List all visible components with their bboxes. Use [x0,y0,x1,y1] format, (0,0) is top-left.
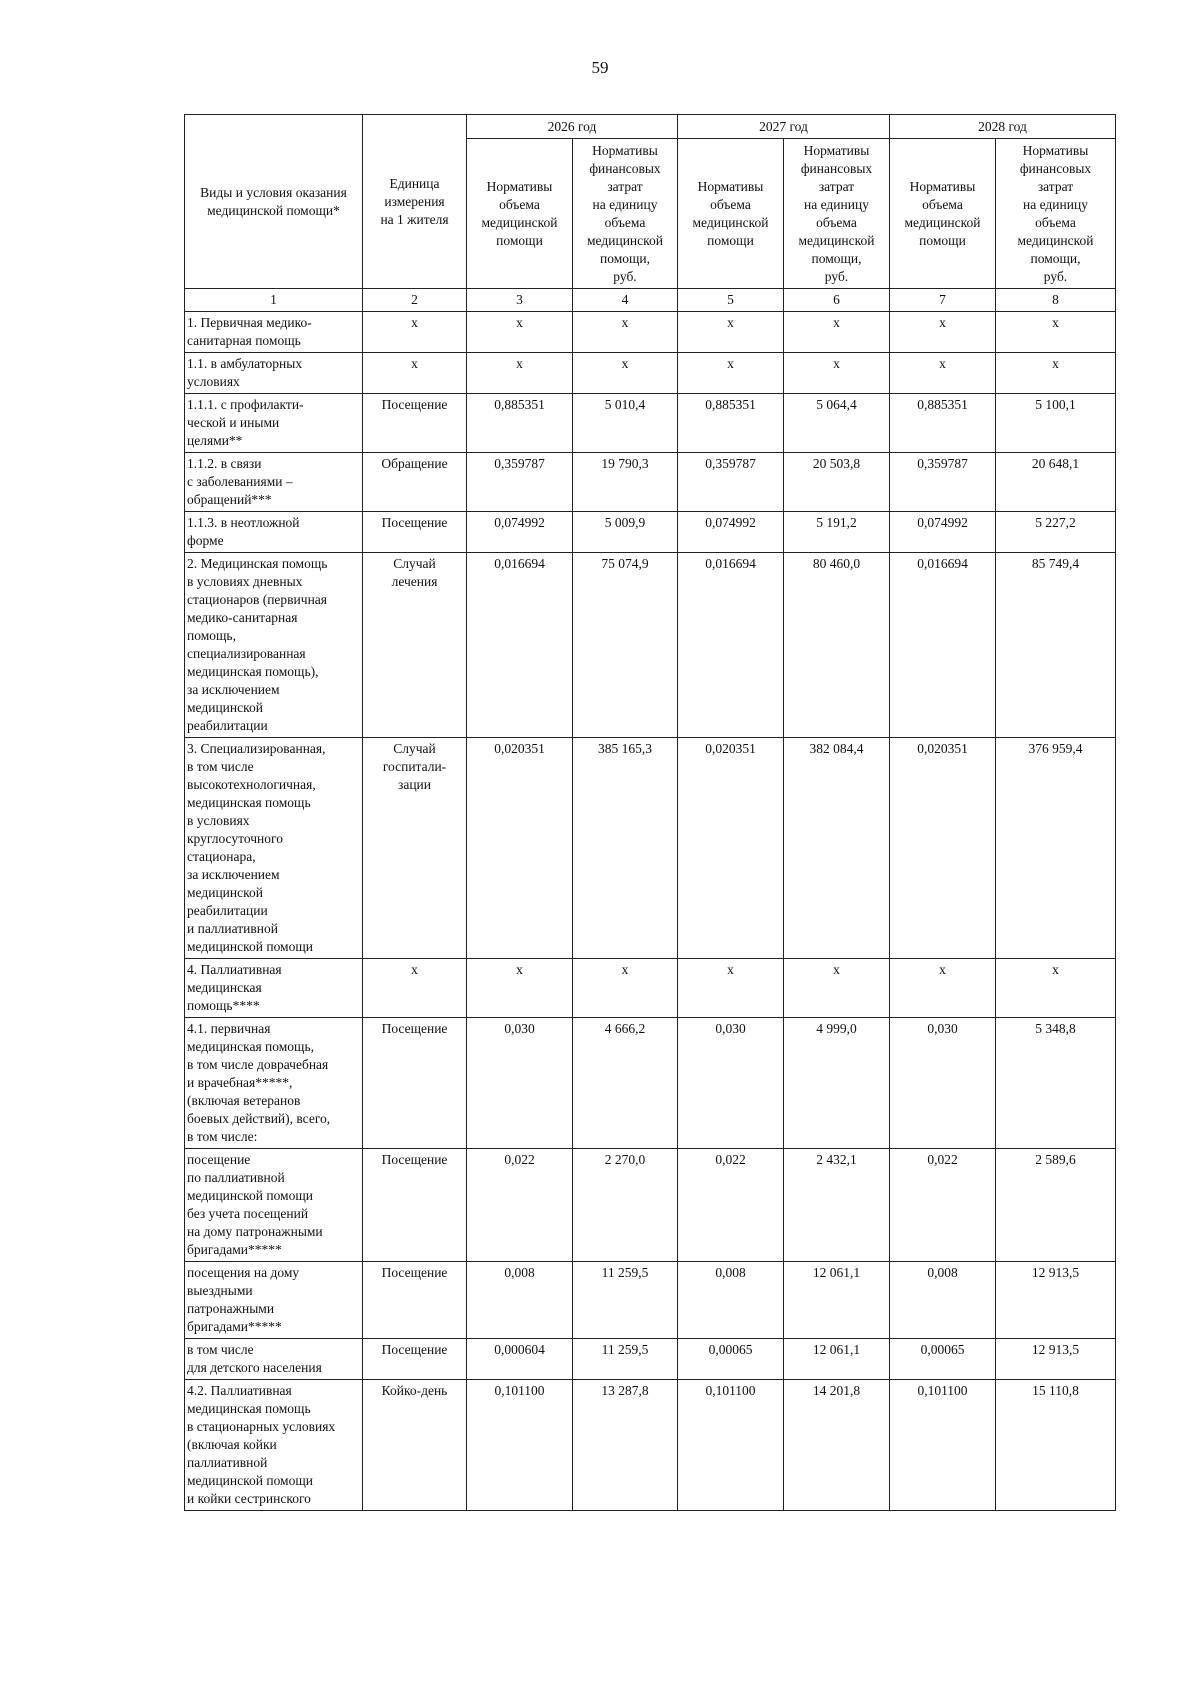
row-value: 0,030 [890,1018,996,1149]
header-volume-2028: Нормативы объема медицинской помощи [890,139,996,289]
row-name: 1. Первичная медико- санитарная помощь [185,312,363,353]
row-unit: Случай госпитали- зации [363,738,467,959]
row-value: 80 460,0 [784,553,890,738]
row-name: 4.1. первичная медицинская помощь, в том числе доврачебная и врачебная*****, (включая ветеранов боевых действий), всего, в том числе: [185,1018,363,1149]
row-value: 0,00065 [678,1339,784,1380]
row-value: 20 648,1 [996,453,1116,512]
row-value: 0,885351 [467,394,573,453]
row-value: 4 999,0 [784,1018,890,1149]
row-unit: Посещение [363,512,467,553]
row-value: х [890,312,996,353]
page-number: 59 [591,58,609,77]
row-unit: Посещение [363,1149,467,1262]
row-value: 0,022 [467,1149,573,1262]
table-row [185,1262,1116,1339]
row-unit: Случай лечения [363,553,467,738]
column-number: 3 [467,289,573,312]
table-row [185,959,1116,1018]
row-name: 4. Паллиативная медицинская помощь**** [185,959,363,1018]
row-value: 85 749,4 [996,553,1116,738]
header-year-2028: 2028 год [890,115,1116,139]
row-value: х [678,959,784,1018]
norms-table [184,114,1116,1511]
row-value: 0,022 [890,1149,996,1262]
table-row [185,312,1116,353]
row-value: х [678,353,784,394]
table-row [185,512,1116,553]
row-value: х [890,353,996,394]
row-value: 5 009,9 [573,512,678,553]
row-unit: Посещение [363,1262,467,1339]
row-value: 5 227,2 [996,512,1116,553]
table-row [185,394,1116,453]
row-value: 2 270,0 [573,1149,678,1262]
row-value: 382 084,4 [784,738,890,959]
column-number: 2 [363,289,467,312]
row-unit: Посещение [363,394,467,453]
row-value: 0,016694 [467,553,573,738]
row-unit: Койко-день [363,1380,467,1511]
header-year-2027: 2027 год [678,115,890,139]
row-value: 0,030 [467,1018,573,1149]
row-value: 0,030 [678,1018,784,1149]
row-value: х [573,959,678,1018]
row-value: х [678,312,784,353]
header-kind: Виды и условия оказания медицинской помощи* [185,115,363,289]
row-value: х [784,353,890,394]
column-number: 5 [678,289,784,312]
table-row [185,1380,1116,1511]
row-value: х [467,312,573,353]
header-unit: Единица измерения на 1 жителя [363,115,467,289]
header-volume-2027: Нормативы объема медицинской помощи [678,139,784,289]
row-value: х [996,312,1116,353]
row-name: посещение по паллиативной медицинской помощи без учета посещений на дому патронажными бригадами***** [185,1149,363,1262]
row-value: 0,101100 [890,1380,996,1511]
row-value: 0,074992 [890,512,996,553]
row-value: 5 064,4 [784,394,890,453]
row-value: 385 165,3 [573,738,678,959]
row-value: 0,016694 [678,553,784,738]
row-value: 0,885351 [890,394,996,453]
row-value: 14 201,8 [784,1380,890,1511]
row-name: посещения на дому выездными патронажными бригадами***** [185,1262,363,1339]
header-cost-2028: Нормативы финансовых затрат на единицу объема медицинской помощи, руб. [996,139,1116,289]
column-number: 6 [784,289,890,312]
row-value: 12 061,1 [784,1262,890,1339]
row-value: 5 348,8 [996,1018,1116,1149]
row-name: в том числе для детского населения [185,1339,363,1380]
row-name: 1.1.2. в связи с заболеваниями – обращений*** [185,453,363,512]
row-value: х [573,312,678,353]
row-value: 0,074992 [678,512,784,553]
row-value: 5 010,4 [573,394,678,453]
row-name: 1.1.3. в неотложной форме [185,512,363,553]
row-value: 13 287,8 [573,1380,678,1511]
row-value: 0,359787 [678,453,784,512]
column-number: 8 [996,289,1116,312]
column-number: 1 [185,289,363,312]
row-value: х [784,959,890,1018]
table-row [185,1339,1116,1380]
row-value: 20 503,8 [784,453,890,512]
column-numbers-row [185,289,1116,312]
table-row [185,553,1116,738]
row-value: х [573,353,678,394]
row-unit: Обращение [363,453,467,512]
table-row [185,738,1116,959]
table-row [185,353,1116,394]
row-value: 15 110,8 [996,1380,1116,1511]
row-value: х [890,959,996,1018]
row-value: 12 061,1 [784,1339,890,1380]
row-value: 0,020351 [890,738,996,959]
header-volume-2026: Нормативы объема медицинской помощи [467,139,573,289]
row-value: 0,022 [678,1149,784,1262]
row-value: 0,074992 [467,512,573,553]
row-unit: х [363,959,467,1018]
row-unit: х [363,353,467,394]
row-value: 0,885351 [678,394,784,453]
row-value: 75 074,9 [573,553,678,738]
row-value: 0,020351 [467,738,573,959]
row-value: 2 589,6 [996,1149,1116,1262]
row-value: 11 259,5 [573,1339,678,1380]
row-value: 0,00065 [890,1339,996,1380]
row-value: 0,101100 [467,1380,573,1511]
row-value: 0,020351 [678,738,784,959]
row-value: 12 913,5 [996,1262,1116,1339]
row-value: 2 432,1 [784,1149,890,1262]
row-value: 0,016694 [890,553,996,738]
row-value: х [467,959,573,1018]
table-row [185,1018,1116,1149]
row-unit: Посещение [363,1018,467,1149]
row-value: 0,359787 [467,453,573,512]
row-value: 5 100,1 [996,394,1116,453]
row-name: 2. Медицинская помощь в условиях дневных стационаров (первичная медико-санитарная помощь, специализированная медицинская помощь), за исключением медицинской реабилитации [185,553,363,738]
header-year-2026: 2026 год [467,115,678,139]
row-value: 0,000604 [467,1339,573,1380]
header-cost-2026: Нормативы финансовых затрат на единицу объема медицинской помощи, руб. [573,139,678,289]
row-unit: х [363,312,467,353]
row-value: 12 913,5 [996,1339,1116,1380]
row-name: 1.1. в амбулаторных условиях [185,353,363,394]
table-row [185,453,1116,512]
row-value: х [996,353,1116,394]
row-value: 0,008 [890,1262,996,1339]
row-value: 0,008 [678,1262,784,1339]
row-value: 19 790,3 [573,453,678,512]
row-value: 5 191,2 [784,512,890,553]
column-number: 4 [573,289,678,312]
row-value: 11 259,5 [573,1262,678,1339]
row-name: 3. Специализированная, в том числе высокотехнологичная, медицинская помощь в условиях круглосуточного стационара, за исключением медицинской реабилитации и паллиативной медицинской помощи [185,738,363,959]
row-name: 4.2. Паллиативная медицинская помощь в стационарных условиях (включая койки паллиативной медицинской помощи и койки сестринского [185,1380,363,1511]
row-value: 0,101100 [678,1380,784,1511]
row-value: 4 666,2 [573,1018,678,1149]
row-value: х [996,959,1116,1018]
row-value: 0,008 [467,1262,573,1339]
row-value: х [467,353,573,394]
row-name: 1.1.1. с профилакти- ческой и иными целями** [185,394,363,453]
row-value: 376 959,4 [996,738,1116,959]
table-row [185,1149,1116,1262]
column-number: 7 [890,289,996,312]
row-unit: Посещение [363,1339,467,1380]
row-value: 0,359787 [890,453,996,512]
row-value: х [784,312,890,353]
header-cost-2027: Нормативы финансовых затрат на единицу объема медицинской помощи, руб. [784,139,890,289]
